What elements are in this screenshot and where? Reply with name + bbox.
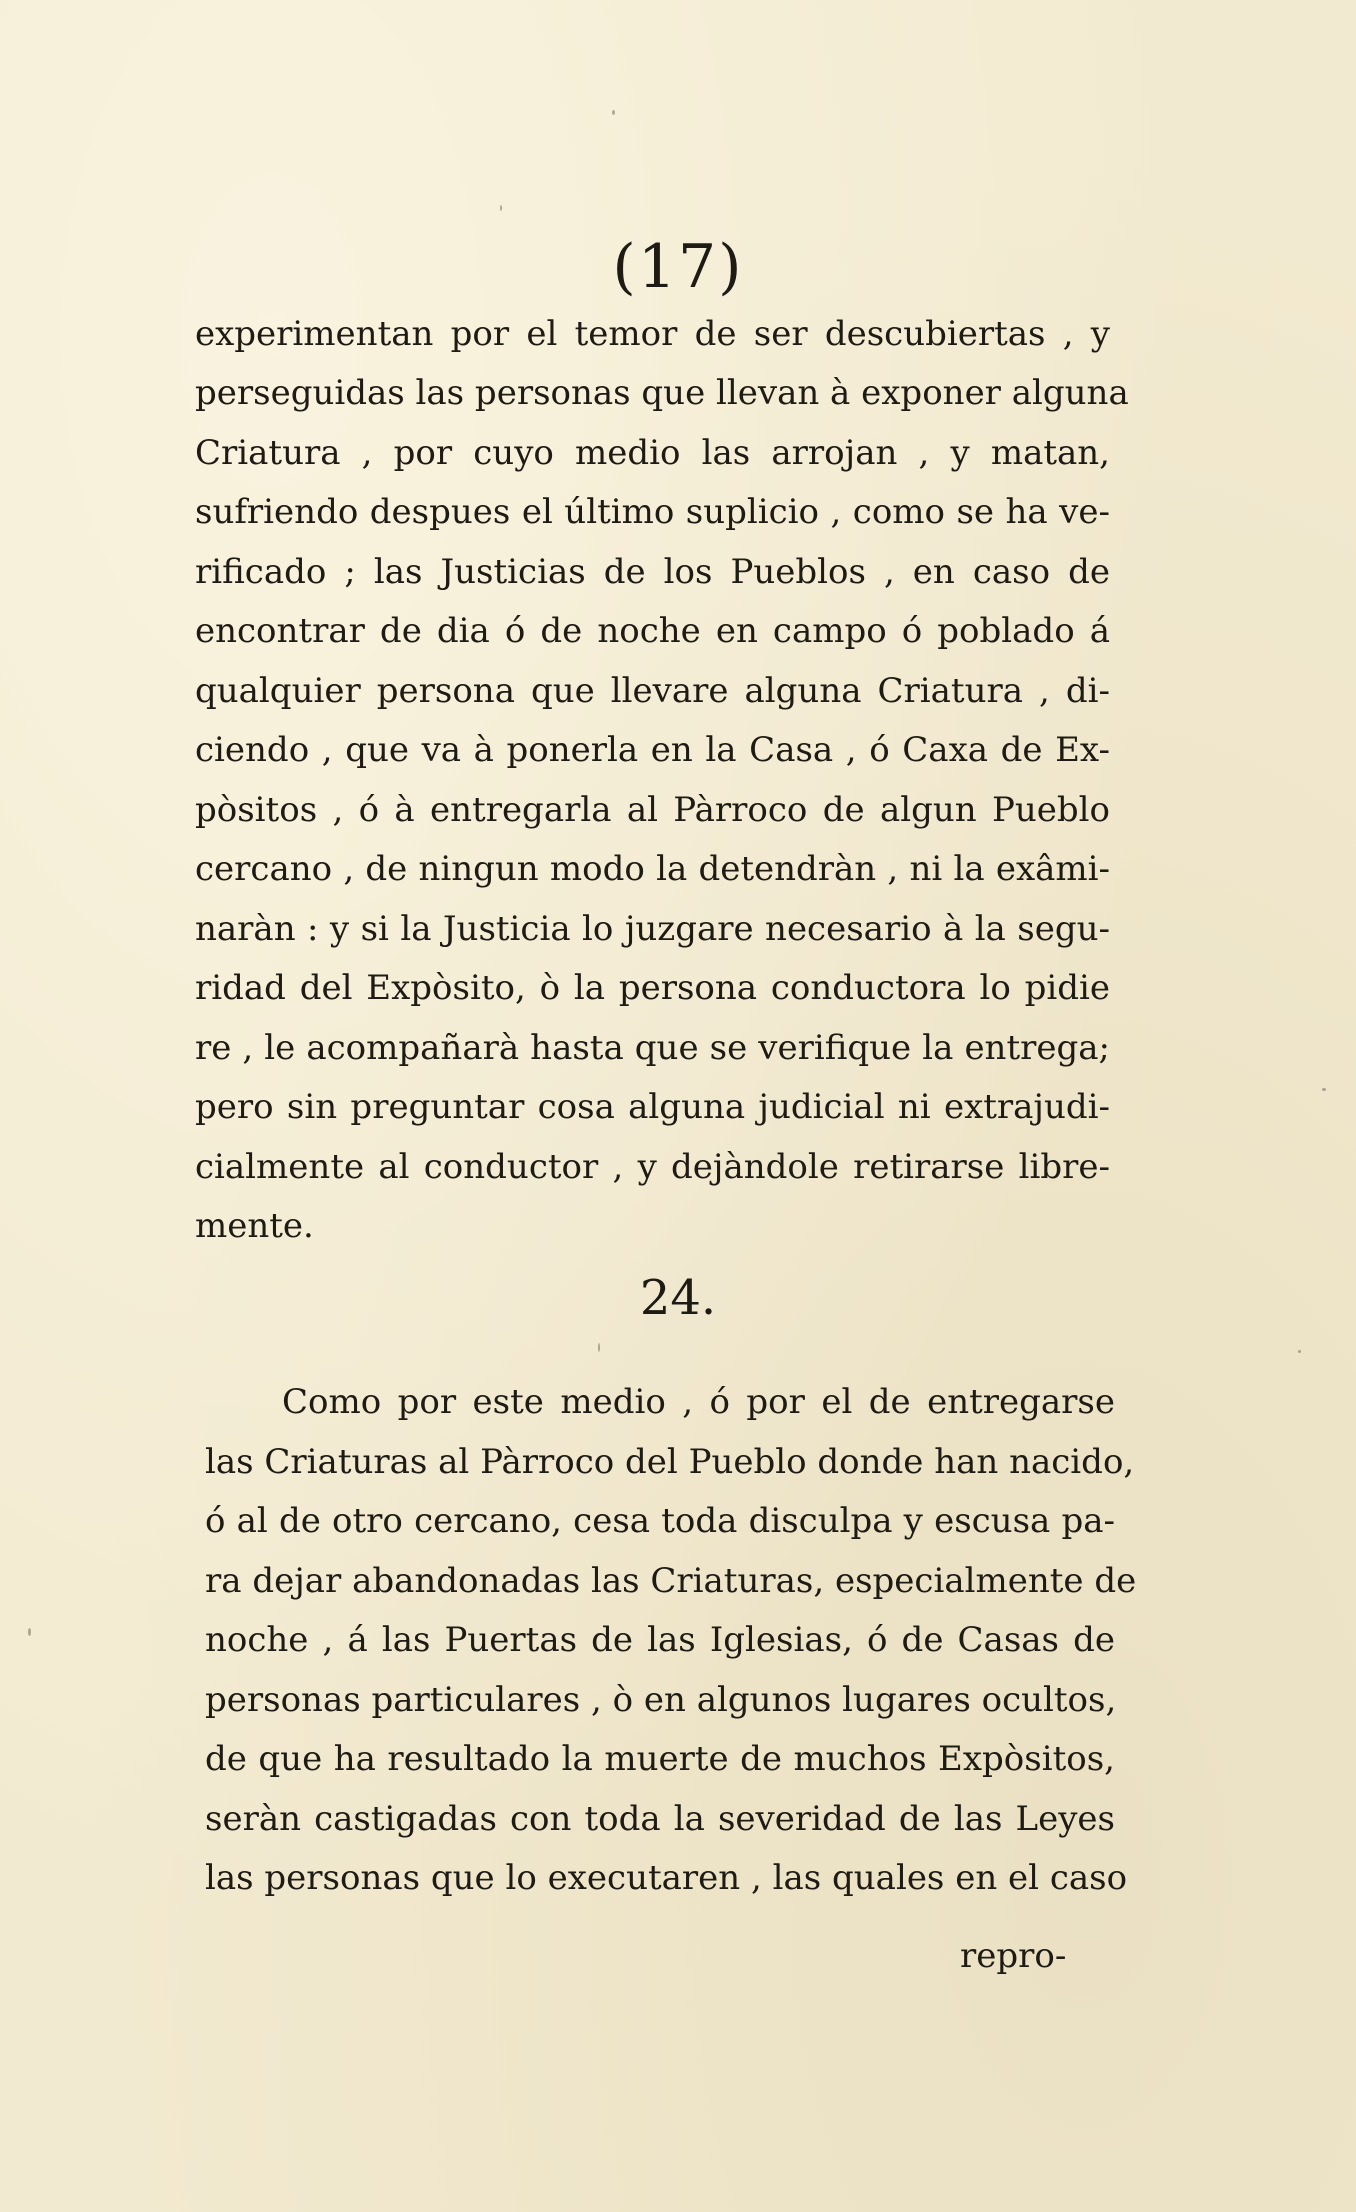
text-line: experimentan por el temor de ser descubiertas , y bbox=[195, 314, 1110, 354]
text-line: naràn : y si la Justicia lo juzgare necesario à la segu- bbox=[195, 909, 1110, 949]
text-line: las Criaturas al Pàrroco del Pueblo donde han nacido, bbox=[205, 1442, 1135, 1482]
paper-speck bbox=[598, 1343, 600, 1352]
text-line: encontrar de dia ó de noche en campo ó poblado á bbox=[195, 611, 1110, 651]
paper-speck bbox=[28, 1628, 31, 1636]
text-line: pòsitos , ó à entregarla al Pàrroco de algun Pueblo bbox=[195, 790, 1110, 830]
text-line: personas particulares , ò en algunos lugares ocultos, bbox=[205, 1680, 1117, 1720]
text-line: pero sin preguntar cosa alguna judicial ni extrajudi- bbox=[195, 1087, 1110, 1127]
text-line: de que ha resultado la muerte de muchos Expòsitos, bbox=[205, 1739, 1115, 1779]
paper-speck bbox=[1298, 1350, 1301, 1353]
text-line: seràn castigadas con toda la severidad de las Leyes bbox=[205, 1799, 1115, 1839]
catchword: repro- bbox=[960, 1936, 1067, 1976]
text-line: mente. bbox=[195, 1206, 314, 1246]
text-line: cialmente al conductor , y dejàndole retirarse libre- bbox=[195, 1147, 1110, 1187]
section-number: 24. bbox=[639, 1270, 717, 1326]
text-line: perseguidas las personas que llevan à exponer alguna bbox=[195, 373, 1129, 413]
paper-speck bbox=[612, 110, 615, 115]
paper-speck bbox=[1322, 1088, 1326, 1091]
paper-speck bbox=[500, 205, 502, 211]
text-line: qualquier persona que llevare alguna Criatura , di- bbox=[195, 671, 1110, 711]
text-line: ó al de otro cercano, cesa toda disculpa y escusa pa- bbox=[205, 1501, 1115, 1541]
text-line: Como por este medio , ó por el de entregarse bbox=[282, 1382, 1115, 1422]
text-line: ra dejar abandonadas las Criaturas, especialmente de bbox=[205, 1561, 1137, 1601]
text-line: ciendo , que va à ponerla en la Casa , ó Caxa de Ex- bbox=[195, 730, 1110, 770]
text-line: re , le acompañarà hasta que se verifique la entrega; bbox=[195, 1028, 1110, 1068]
text-line: sufriendo despues el último suplicio , como se ha ve- bbox=[195, 492, 1110, 532]
text-line: noche , á las Puertas de las Iglesias, ó de Casas de bbox=[205, 1620, 1115, 1660]
text-line: las personas que lo executaren , las quales en el caso bbox=[205, 1858, 1128, 1898]
text-line: rificado ; las Justicias de los Pueblos , en caso de bbox=[195, 552, 1110, 592]
text-line: ridad del Expòsito, ò la persona conductora lo pidie bbox=[195, 968, 1110, 1008]
page-number: (17) bbox=[612, 232, 744, 302]
text-line: Criatura , por cuyo medio las arrojan , y matan, bbox=[195, 433, 1110, 473]
text-line: cercano , de ningun modo la detendràn , ni la exâmi- bbox=[195, 849, 1110, 889]
